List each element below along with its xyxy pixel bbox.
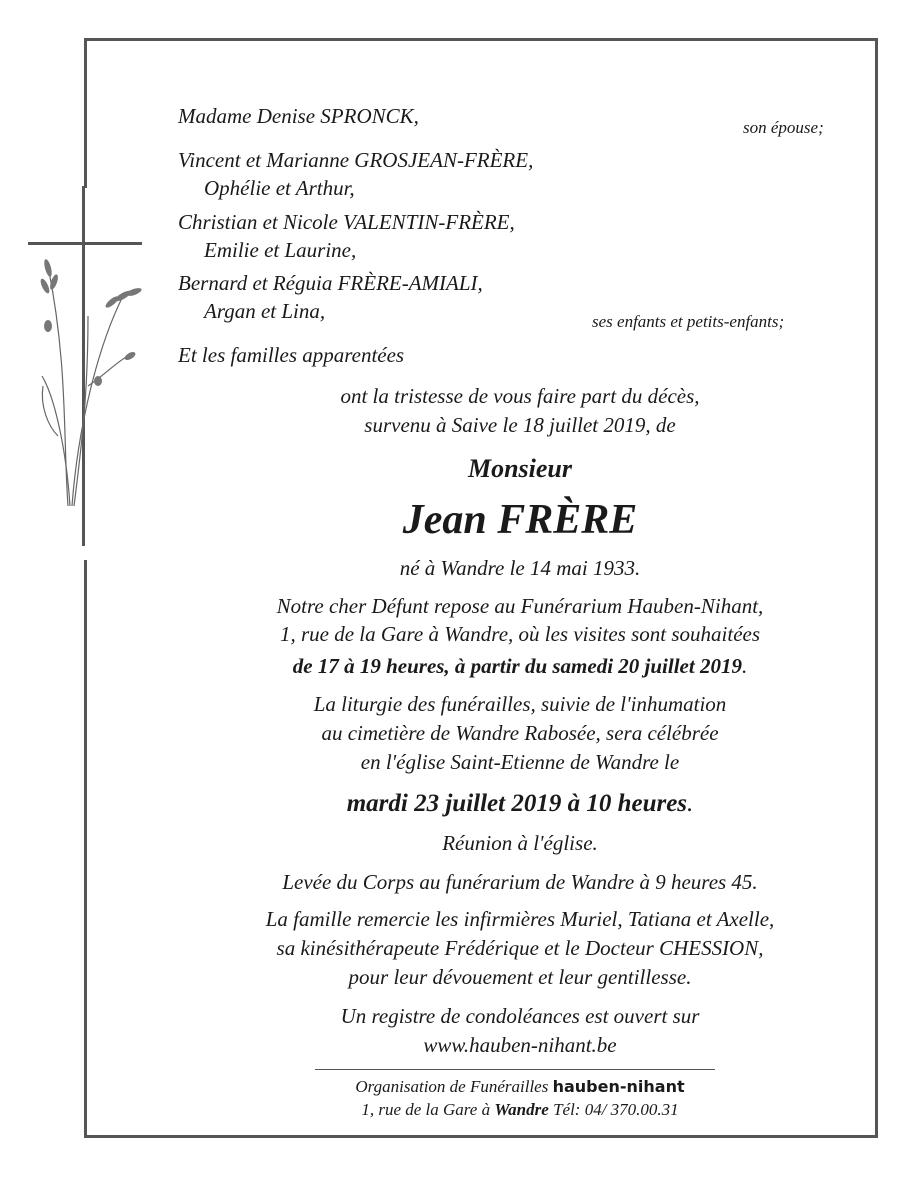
footer-addr-prefix: 1, rue de la Gare à xyxy=(361,1100,491,1119)
registry-url[interactable]: www.hauben-nihant.be xyxy=(423,1033,617,1057)
registry-line1: Un registre de condoléances est ouvert sur xyxy=(340,1004,700,1028)
funeral-levee: Levée du Corps au funérarium de Wandre à 9 heures 45. xyxy=(282,870,758,894)
deceased-born: né à Wandre le 14 mai 1933. xyxy=(399,556,641,580)
deceased-name: Jean FRÈRE xyxy=(402,497,638,543)
footer-addr-city: Wandre xyxy=(494,1100,549,1119)
funeral-line1: La liturgie des funérailles, suivie de l'inhumation xyxy=(313,692,727,716)
spouse-role: son épouse; xyxy=(743,118,824,137)
thanks-line2: sa kinésithérapeute Frédérique et le Docteur CHESSION, xyxy=(276,936,764,960)
funeral-date xyxy=(160,789,880,819)
funeral-line3: en l'église Saint-Etienne de Wandre le xyxy=(360,750,680,774)
visitation-hours xyxy=(160,654,880,678)
child3-line2: Argan et Lina, xyxy=(204,299,326,323)
visitation-hours-tail: . xyxy=(741,654,748,678)
announcement-line2: survenu à Saive le 18 juillet 2019, de xyxy=(364,413,676,437)
visitation-line2: 1, rue de la Gare à Wandre, où les visites sont souhaitées xyxy=(279,622,761,646)
child2-line2: Emilie et Laurine, xyxy=(204,238,357,262)
funeral-meeting: Réunion à l'église. xyxy=(442,831,598,855)
thanks-line3: pour leur dévouement et leur gentillesse. xyxy=(348,965,692,989)
children-role: ses enfants et petits-enfants; xyxy=(592,312,785,331)
footer-address xyxy=(160,1099,880,1121)
footer-addr-tel: Tél: 04/ 370.00.31 xyxy=(553,1100,679,1119)
funeral-date-bold: mardi 23 juillet 2019 à 10 heures xyxy=(346,790,688,817)
funeral-date-tail: . xyxy=(687,790,694,817)
relatives-line: Et les familles apparentées xyxy=(178,343,405,367)
footer-org-prefix: Organisation de Funérailles xyxy=(355,1077,549,1096)
thanks-line1: La famille remercie les infirmières Muriel, Tatiana et Axelle, xyxy=(265,907,775,931)
footer-brand: hauben-nihant xyxy=(552,1077,685,1096)
footer-org xyxy=(160,1076,880,1098)
cross-wheat-icon xyxy=(28,186,158,546)
child1-line2: Ophélie et Arthur, xyxy=(204,176,355,200)
spouse-name: Madame Denise SPRONCK, xyxy=(178,104,419,128)
visitation-line1: Notre cher Défunt repose au Funérarium Hauben-Nihant, xyxy=(276,594,764,618)
footer-separator xyxy=(315,1069,715,1070)
child2-line1: Christian et Nicole VALENTIN-FRÈRE, xyxy=(178,210,515,234)
child1-line1: Vincent et Marianne GROSJEAN-FRÈRE, xyxy=(178,148,534,172)
announcement-line1: ont la tristesse de vous faire part du décès, xyxy=(340,384,700,408)
visitation-hours-bold: de 17 à 19 heures, à partir du samedi 20 juillet 2019 xyxy=(292,654,742,678)
child3-line1: Bernard et Réguia FRÈRE-AMIALI, xyxy=(178,271,483,295)
funeral-line2: au cimetière de Wandre Rabosée, sera célébrée xyxy=(321,721,719,745)
deceased-title: Monsieur xyxy=(467,454,573,483)
